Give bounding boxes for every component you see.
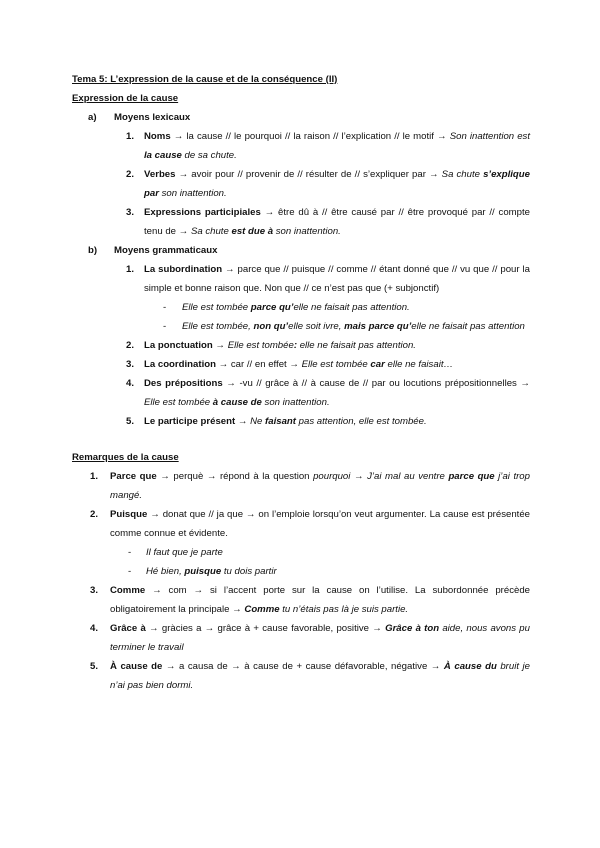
dash-bullet: - [163, 321, 167, 332]
dash-bullet: - [163, 302, 167, 313]
example-text: aide, nous avons pu terminer le travail [110, 623, 530, 653]
subsection-lexical [72, 108, 530, 127]
example-highlight: mais parce qu’ [344, 321, 412, 332]
remark-item-puisque [72, 505, 530, 543]
item-definition: → gràcies a → grâce à + cause favorable, positive → [145, 623, 386, 634]
example-highlight: non qu’ [253, 321, 289, 332]
item-number: 2. [90, 509, 99, 520]
dash-bullet: - [128, 566, 132, 577]
item-number: 3. [126, 359, 135, 370]
section-heading-cause: Expression de la cause [72, 93, 179, 104]
remark-item-parce-que [72, 467, 530, 505]
document-page [72, 70, 530, 695]
example-highlight: Grâce à ton [385, 623, 440, 634]
remark-item-grace-a [72, 619, 530, 657]
item-term: Le participe présent [144, 416, 236, 427]
example-text: elle ne faisait pas attention. [297, 340, 416, 351]
example-text: Elle est tombée [227, 340, 294, 351]
item-number: 5. [90, 661, 99, 672]
example-text: Son inattention est [449, 131, 530, 142]
example-text: j’ai trop mangé. [110, 471, 530, 501]
example-text: Hé bien, [146, 566, 185, 577]
example-highlight: Comme [244, 604, 280, 615]
example-text: Elle est tombée [182, 302, 251, 313]
example-text: Elle est tombée [301, 359, 371, 370]
subsection-tag: b) [88, 245, 98, 256]
subsection-tag: a) [88, 112, 97, 123]
item-definition: → a causa de → à cause de + cause défavorable, négative → [162, 661, 444, 672]
example-text: Sa chute [190, 226, 232, 237]
list-item-ponctuation [72, 336, 530, 355]
subsection-grammatical [72, 241, 530, 260]
item-term: Des prépositions [144, 378, 223, 389]
item-number: 4. [90, 623, 99, 634]
item-term: Parce que [110, 471, 157, 482]
example-text: bruit je n’ai pas bien dormi. [110, 661, 530, 691]
item-term: Noms [144, 131, 171, 142]
item-number: 5. [126, 416, 135, 427]
document-title: Tema 5: L’expression de la cause et de la conséquence (II) [72, 74, 338, 85]
example-bullet [72, 317, 530, 336]
item-number: 1. [126, 131, 135, 142]
example-highlight: car [370, 359, 385, 370]
example-text: pas attention, elle est tombée. [295, 416, 427, 427]
dash-bullet: - [128, 547, 132, 558]
item-term: Puisque [110, 509, 148, 520]
example-text: de sa chute. [181, 150, 237, 161]
item-definition: → parce que // puisque // comme // étant donné que // vu que // pour la simple et bonne raison que. Non que // ce n’est pas que (+ subjonctif) [144, 264, 530, 294]
spacer [72, 431, 530, 448]
item-term: La subordination [144, 264, 223, 275]
example-text: J’ai mal au ventre [367, 471, 449, 482]
example-bullet [72, 298, 530, 317]
example-text: Elle est tombée, [182, 321, 254, 332]
item-number: 3. [90, 585, 99, 596]
arrow: → [212, 340, 228, 351]
example-text: Elle est tombée [144, 397, 213, 408]
list-item-coordination [72, 355, 530, 374]
example-text: son inattention. [261, 397, 330, 408]
item-number: 2. [126, 169, 135, 180]
remark-item-a-cause-de [72, 657, 530, 695]
item-number: 1. [126, 264, 135, 275]
example-highlight: : [293, 340, 298, 351]
example-highlight: faisant [265, 416, 296, 427]
example-highlight: parce que [448, 471, 495, 482]
item-definition: → être dû à // être causé par // être provoqué par // compte tenu de → [144, 207, 530, 237]
example-text: Ne [250, 416, 266, 427]
list-item-subordination [72, 260, 530, 298]
example-highlight: la cause [144, 150, 182, 161]
example-text: elle ne faisait… [384, 359, 454, 370]
example-highlight: à cause de [212, 397, 262, 408]
example-text: tu n’étais pas là je suis partie. [279, 604, 409, 615]
item-term: Comme [110, 585, 146, 596]
item-term: La coordination [144, 359, 216, 370]
example-text: son inattention. [158, 188, 227, 199]
example-text: elle ne faisait pas attention [411, 321, 525, 332]
item-number: 3. [126, 207, 135, 218]
list-item-participe-present [72, 412, 530, 431]
example-text: elle soit ivre, [288, 321, 345, 332]
example-text: son inattention. [273, 226, 341, 237]
arrow: → [350, 471, 368, 482]
item-number: 2. [126, 340, 135, 351]
question-word: pourquoi [313, 471, 351, 482]
section-heading-remarks: Remarques de la cause [72, 452, 179, 463]
example-highlight: À cause du [443, 661, 497, 672]
list-item-prepositions [72, 374, 530, 412]
item-number: 1. [90, 471, 99, 482]
item-definition: → com → si l’accent porte sur la cause on l’utilise. La subordonnée précède obligatoirement la principale → [110, 585, 530, 615]
item-definition: → perquè → répond à la question [156, 471, 314, 482]
example-text: Sa chute [441, 169, 484, 180]
example-highlight: est due à [231, 226, 274, 237]
subsection-label: Moyens grammaticaux [114, 245, 218, 256]
arrow: → [235, 416, 251, 427]
item-term: La ponctuation [144, 340, 213, 351]
example-highlight: s’explique par [144, 169, 530, 199]
example-bullet [72, 543, 530, 562]
item-term: Grâce à [110, 623, 146, 634]
list-item-verbes [72, 165, 530, 203]
example-text: elle ne faisait pas attention. [293, 302, 410, 313]
list-item-noms [72, 127, 530, 165]
item-number: 4. [126, 378, 135, 389]
example-highlight: parce qu’ [250, 302, 294, 313]
item-definition: → car // en effet → [215, 359, 302, 370]
remark-item-comme [72, 581, 530, 619]
item-definition: → avoir pour // provenir de // résulter de // s’expliquer par → [175, 169, 442, 180]
item-definition: → donat que // ja que → on l’emploie lorsqu’on veut argumenter. La cause est présentée comme connue et évidente. [110, 509, 530, 539]
example-highlight: puisque [184, 566, 222, 577]
item-definition: → -vu // grâce à // à cause de // par ou locutions prépositionnelles → [222, 378, 530, 389]
item-term: À cause de [110, 661, 163, 672]
example-text: tu dois partir [221, 566, 277, 577]
example-text: Il faut que je parte [146, 547, 223, 558]
item-definition: → la cause // le pourquoi // la raison // l’explication // le motif → [170, 131, 450, 142]
list-item-expressions-participiales [72, 203, 530, 241]
item-term: Expressions participiales [144, 207, 261, 218]
item-term: Verbes [144, 169, 176, 180]
example-bullet [72, 562, 530, 581]
subsection-label: Moyens lexicaux [114, 112, 191, 123]
